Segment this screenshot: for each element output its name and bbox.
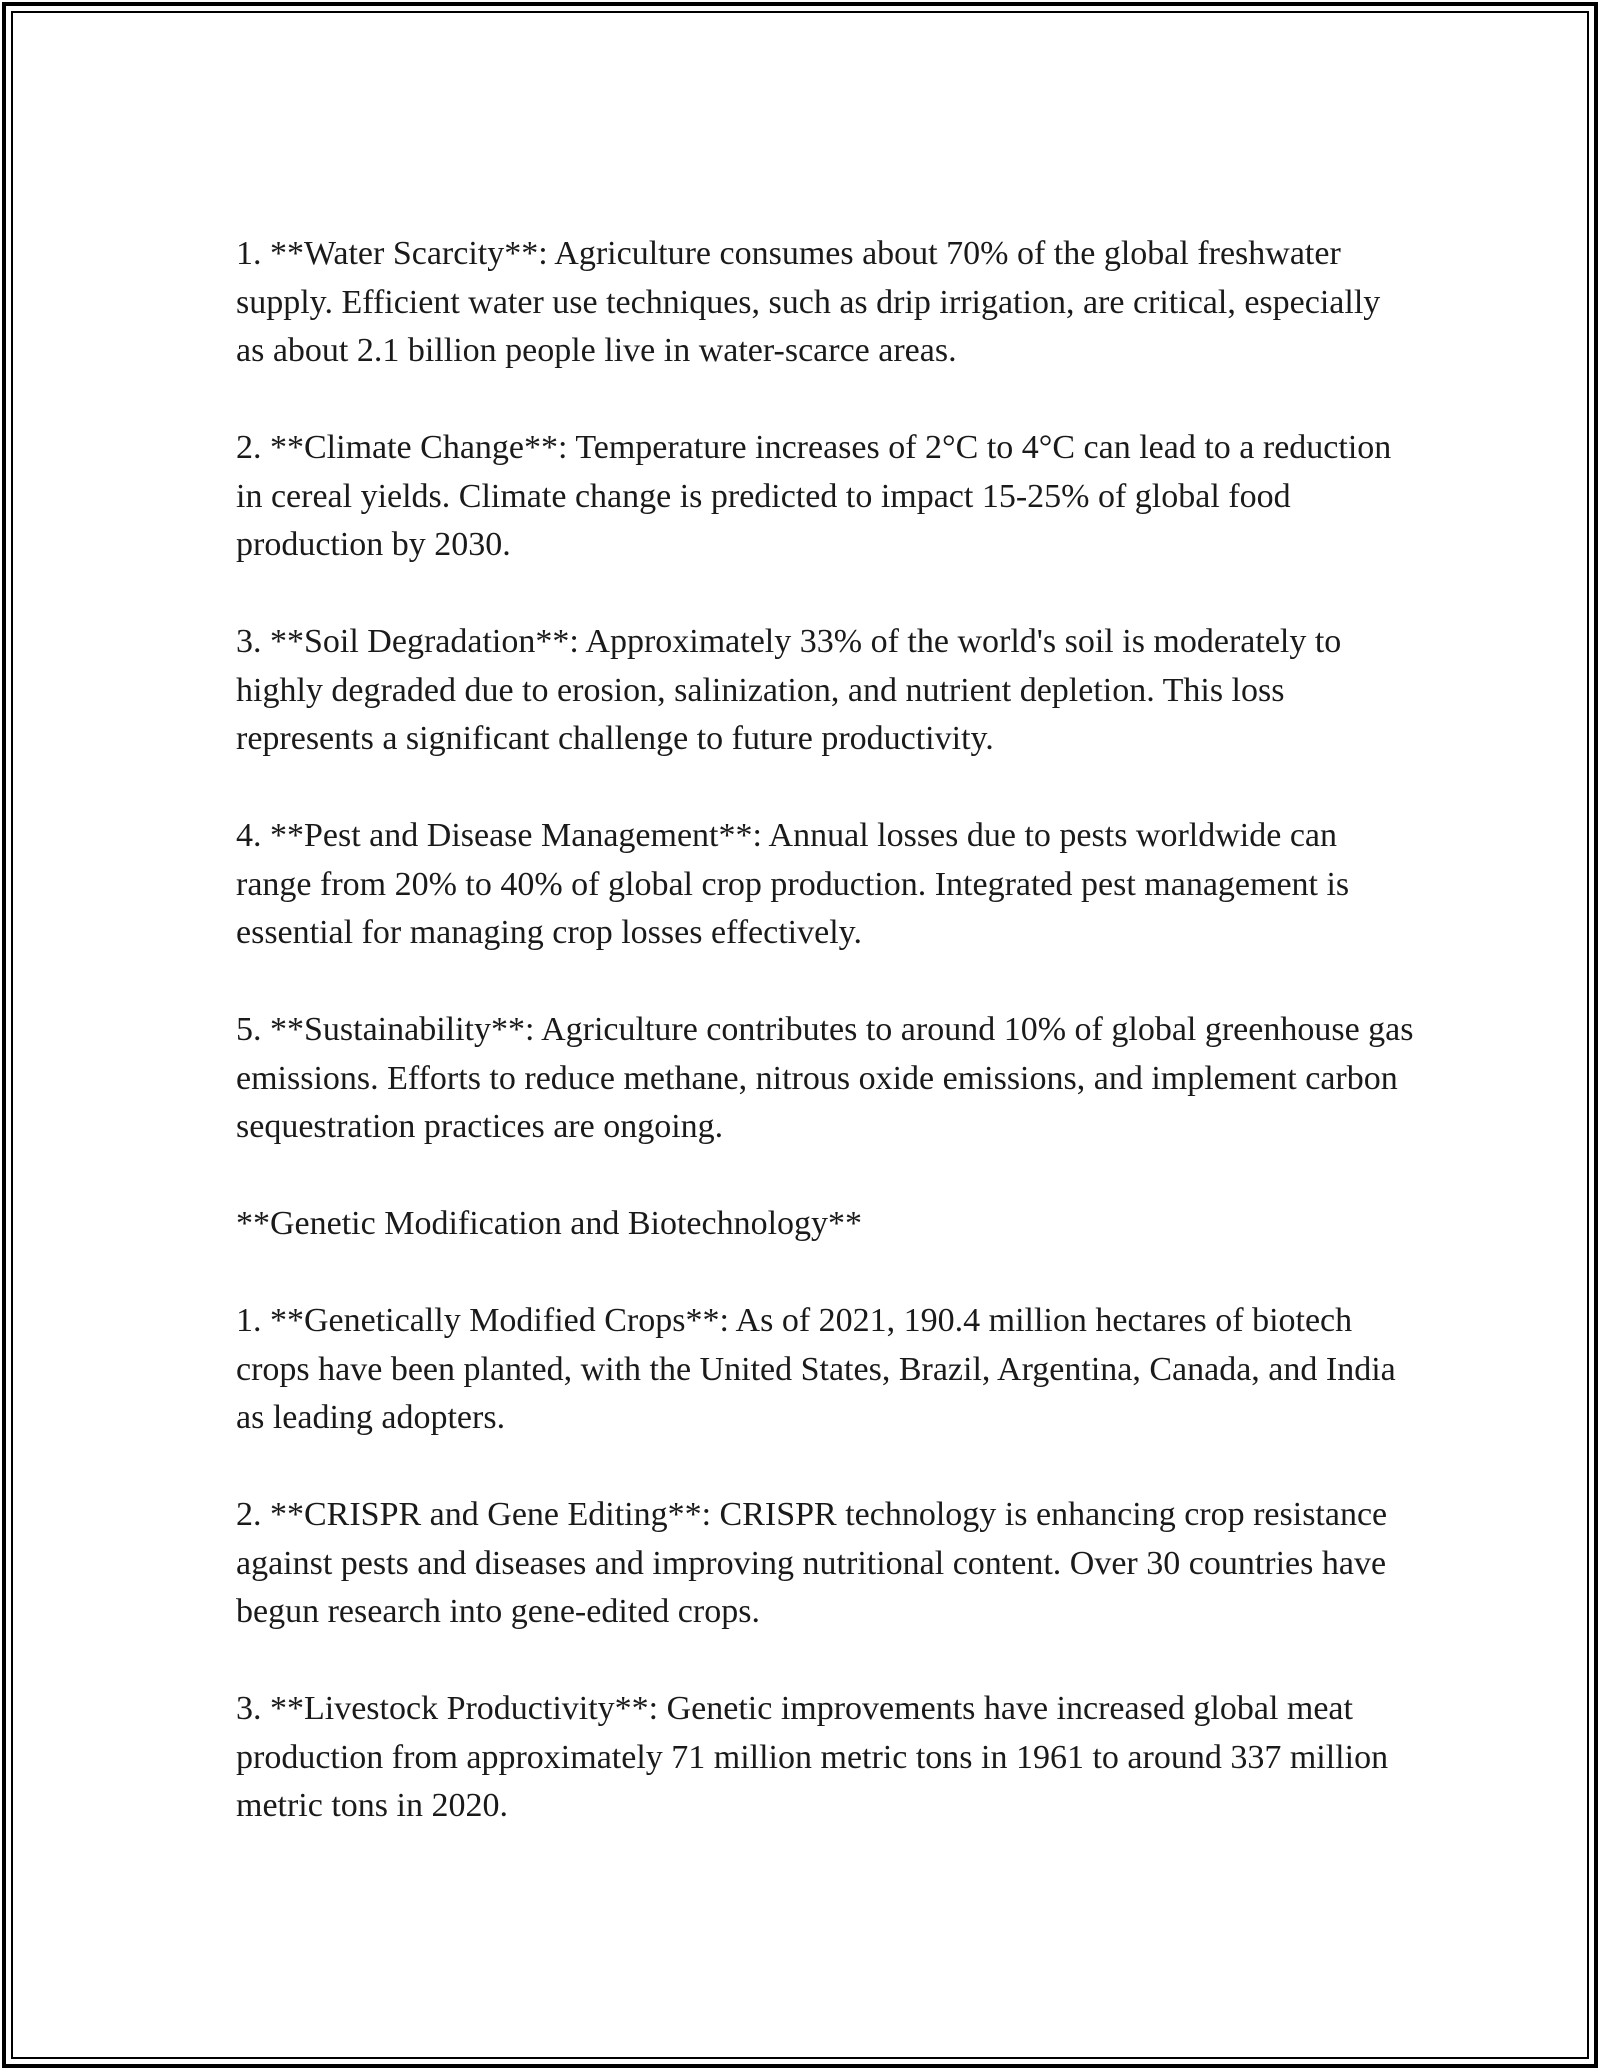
paragraph-pest-disease-management: 4. **Pest and Disease Management**: Annual losses due to pests worldwide can range from 20% to 40% of global crop production. Integrated pest management is essential for managing crop losses effectively. — [236, 817, 1350, 951]
document-body — [236, 230, 1416, 1879]
paragraph-soil-degradation: 3. **Soil Degradation**: Approximately 33% of the world's soil is moderately to highly degraded due to erosion, salinization, and nutrient depletion. This loss represents a significant challenge to future productivity. — [236, 623, 1342, 757]
paragraph-sustainability: 5. **Sustainability**: Agriculture contributes to around 10% of global greenhouse gas emissions. Efforts to reduce methane, nitrous oxide emissions, and implement carbon sequestration practices are ongoing. — [236, 1011, 1414, 1145]
paragraph-gm-crops: 1. **Genetically Modified Crops**: As of 2021, 190.4 million hectares of biotech crops have been planted, with the United States, Brazil, Argentina, Canada, and India as leading adopters. — [236, 1302, 1396, 1436]
paragraph-livestock-productivity: 3. **Livestock Productivity**: Genetic improvements have increased global meat production from approximately 71 million metric tons in 1961 to around 337 million metric tons in 2020. — [236, 1690, 1389, 1824]
section-heading-genetic-modification: **Genetic Modification and Biotechnology** — [236, 1205, 863, 1242]
paragraph-climate-change: 2. **Climate Change**: Temperature increases of 2°C to 4°C can lead to a reduction in cereal yields. Climate change is predicted to impact 15-25% of global food production by 2030. — [236, 429, 1392, 563]
paragraph-crispr-gene-editing: 2. **CRISPR and Gene Editing**: CRISPR technology is enhancing crop resistance against pests and diseases and improving nutritional content. Over 30 countries have begun research into gene-edited crops. — [236, 1496, 1388, 1630]
paragraph-water-scarcity: 1. **Water Scarcity**: Agriculture consumes about 70% of the global freshwater supply. Efficient water use techniques, such as drip irrigation, are critical, especially as about 2.1 billion people live in water-scarce areas. — [236, 235, 1381, 369]
